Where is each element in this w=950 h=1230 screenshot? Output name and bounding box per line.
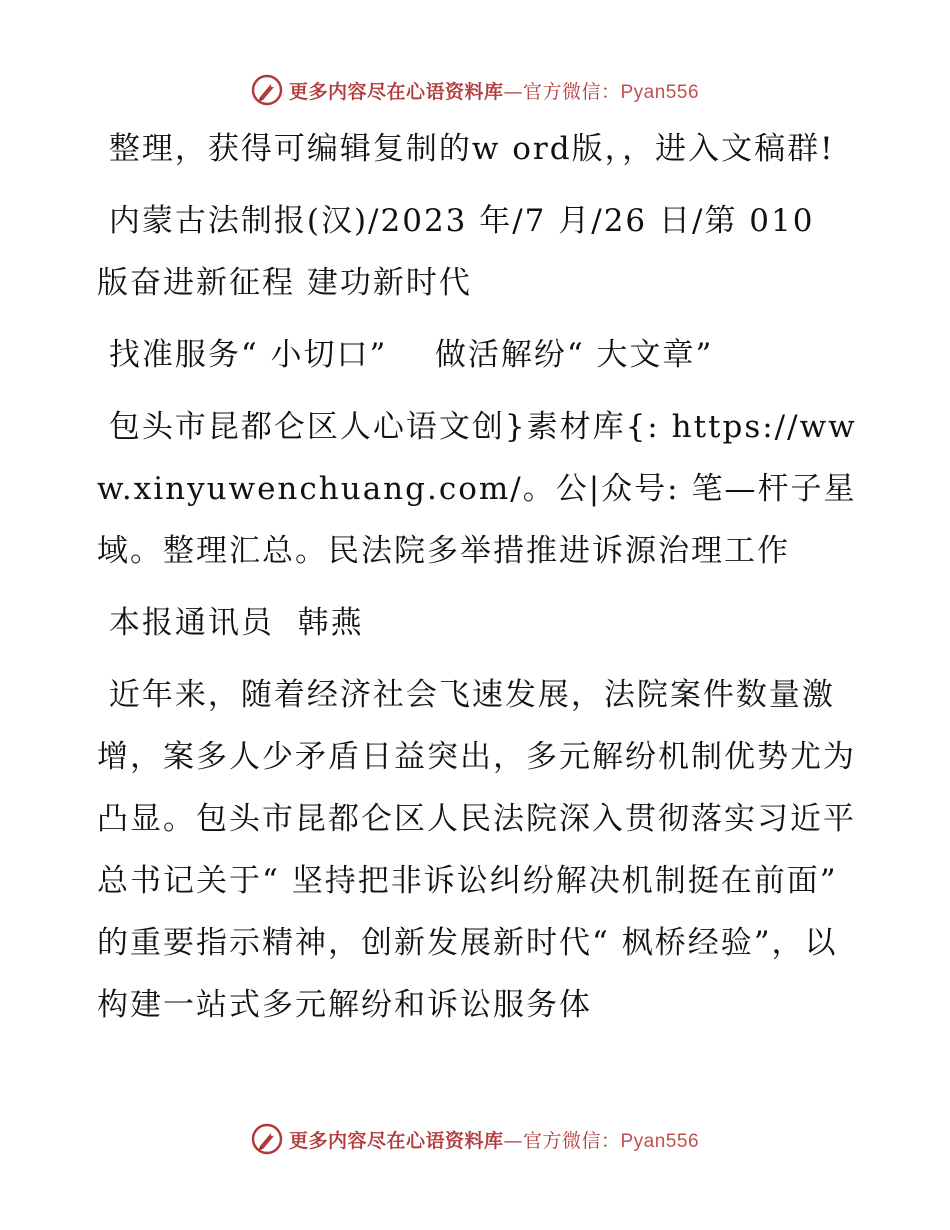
banner-dash: —	[503, 80, 523, 103]
banner-wechat-label: 官方微信：	[522, 1129, 621, 1152]
pen-logo-icon	[251, 74, 283, 106]
paragraph-intro: 整理，获得可编辑复制的w ord版，，进入文稿群!	[97, 131, 835, 167]
banner-wechat-id: Pyan556	[620, 1130, 700, 1152]
paragraph-headline: 找准服务“ 小切口” 做活解纷“ 大文章”	[97, 337, 714, 373]
paragraph-byline: 本报通讯员 韩燕	[97, 605, 364, 641]
banner-text	[289, 1126, 699, 1153]
banner-text	[289, 77, 699, 104]
document-body	[97, 118, 857, 1036]
banner-wechat-id: Pyan556	[620, 81, 700, 103]
banner-main-text: 更多内容尽在心语资料库	[288, 80, 504, 103]
paragraph-body: 近年来，随着经济社会飞速发展，法院案件数量激增，案多人少矛盾日益突出，多元解纷机制优势尤为凸显。包头市昆都仑区人民法院深入贯彻落实习近平总书记关于“ 坚持把非诉讼纠纷解决机制挺在前面” 的重要指示精神，创新发展新时代“ 枫桥经验”，以构建一站式多元解纷和诉讼服务体	[97, 677, 856, 1023]
paragraph-subheadline: 包头市昆都仑区人心语文创}素材库{: https://www.xinyuwenchuang.com/。公|众号: 笔—杆子星域。整理汇总。民法院多举措推进诉源治理工作	[97, 409, 857, 569]
banner-main-text: 更多内容尽在心语资料库	[288, 1129, 504, 1152]
footer-banner	[0, 1119, 950, 1159]
banner-wechat-label: 官方微信：	[522, 80, 621, 103]
pen-logo-icon	[251, 1123, 283, 1155]
banner-dash: —	[503, 1129, 523, 1152]
paragraph-source: 内蒙古法制报(汉)/2023 年/7 月/26 日/第 010 版奋进新征程 建功新时代	[97, 203, 827, 301]
header-banner	[0, 70, 950, 110]
